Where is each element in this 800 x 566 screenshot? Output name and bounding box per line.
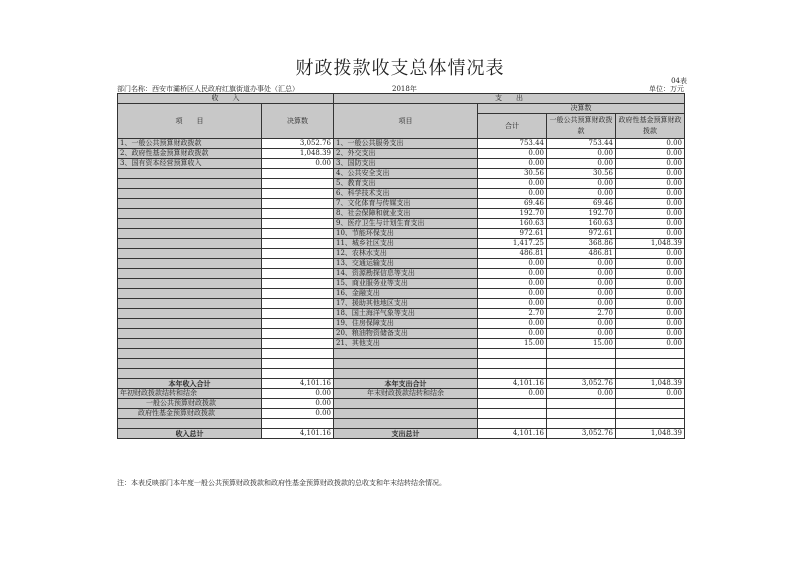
expense-item-cell: 14、资源勘探信息等支出 bbox=[334, 269, 478, 279]
final-accounts-header: 决算数 bbox=[478, 104, 685, 114]
income-item-cell bbox=[118, 189, 262, 199]
income-amount-cell bbox=[262, 179, 334, 189]
table-row bbox=[118, 329, 685, 339]
income-item-cell bbox=[118, 179, 262, 189]
carryover-row bbox=[118, 389, 685, 399]
expense-item-cell bbox=[334, 359, 478, 369]
income-item-cell bbox=[118, 259, 262, 269]
expense-item-cell bbox=[334, 349, 478, 359]
expense-item-cell: 5、教育支出 bbox=[334, 179, 478, 189]
table-row bbox=[118, 309, 685, 319]
income-amount-cell bbox=[262, 289, 334, 299]
expense-item-header: 项目 bbox=[334, 104, 478, 139]
expense-item-cell: 2、外交支出 bbox=[334, 149, 478, 159]
expense-general-cell: 2.70 bbox=[547, 309, 616, 319]
year-expense-fund: 1,048.39 bbox=[616, 379, 685, 389]
table-row bbox=[118, 179, 685, 189]
expense-total-cell: 192.70 bbox=[478, 209, 547, 219]
expense-fund-cell: 0.00 bbox=[616, 319, 685, 329]
expense-fund-cell bbox=[616, 349, 685, 359]
expense-fund-cell: 0.00 bbox=[616, 309, 685, 319]
income-item-cell bbox=[118, 319, 262, 329]
header-row-1 bbox=[118, 94, 685, 104]
table-row bbox=[118, 159, 685, 169]
empty-cell bbox=[262, 419, 334, 429]
expense-total-cell: 2.70 bbox=[478, 309, 547, 319]
expense-item-cell: 8、社会保障和就业支出 bbox=[334, 209, 478, 219]
end-carryover-fund: 0.00 bbox=[616, 389, 685, 399]
end-carryover-label: 年末财政拨款结转和结余 bbox=[334, 389, 478, 399]
income-amount-cell bbox=[262, 359, 334, 369]
empty-cell bbox=[547, 409, 616, 419]
expense-item-cell: 1、一般公共服务支出 bbox=[334, 139, 478, 149]
income-item-cell bbox=[118, 209, 262, 219]
expense-general-cell: 0.00 bbox=[547, 329, 616, 339]
total-income-value: 4,101.16 bbox=[262, 429, 334, 439]
expense-fund-cell bbox=[616, 369, 685, 379]
income-item-cell bbox=[118, 239, 262, 249]
empty-cell bbox=[547, 419, 616, 429]
income-item-cell bbox=[118, 289, 262, 299]
expense-general-cell: 0.00 bbox=[547, 279, 616, 289]
income-amount-cell bbox=[262, 259, 334, 269]
expense-fund-cell: 0.00 bbox=[616, 329, 685, 339]
total-income-label: 收入总计 bbox=[118, 429, 262, 439]
expense-general-cell: 0.00 bbox=[547, 159, 616, 169]
expense-total-cell bbox=[478, 369, 547, 379]
expense-item-cell: 7、文化体育与传媒支出 bbox=[334, 199, 478, 209]
expense-general-cell: 0.00 bbox=[547, 299, 616, 309]
table-row bbox=[118, 319, 685, 329]
year-total-row bbox=[118, 379, 685, 389]
expense-general-cell: 0.00 bbox=[547, 289, 616, 299]
income-amount-header: 决算数 bbox=[262, 104, 334, 139]
empty-cell bbox=[616, 399, 685, 409]
income-amount-cell bbox=[262, 199, 334, 209]
expense-total-cell: 0.00 bbox=[478, 289, 547, 299]
table-row bbox=[118, 259, 685, 269]
begin-fund-value: 0.00 bbox=[262, 409, 334, 419]
expense-general-cell: 486.81 bbox=[547, 249, 616, 259]
income-amount-cell bbox=[262, 189, 334, 199]
table-row bbox=[118, 149, 685, 159]
expense-general-cell: 972.61 bbox=[547, 229, 616, 239]
income-amount-cell bbox=[262, 329, 334, 339]
empty-cell bbox=[616, 409, 685, 419]
income-amount-cell bbox=[262, 309, 334, 319]
expense-general-cell bbox=[547, 349, 616, 359]
expense-total-cell bbox=[478, 359, 547, 369]
empty-cell bbox=[478, 409, 547, 419]
expense-fund-cell: 1,048.39 bbox=[616, 239, 685, 249]
expense-item-cell: 17、援助其他地区支出 bbox=[334, 299, 478, 309]
expense-fund-cell: 0.00 bbox=[616, 139, 685, 149]
expense-general-cell: 15.00 bbox=[547, 339, 616, 349]
table-row bbox=[118, 169, 685, 179]
income-item-cell bbox=[118, 299, 262, 309]
expense-general-cell: 368.86 bbox=[547, 239, 616, 249]
total-header: 合计 bbox=[478, 114, 547, 139]
year-expense-label: 本年支出合计 bbox=[334, 379, 478, 389]
income-amount-cell: 3,052.76 bbox=[262, 139, 334, 149]
expense-fund-cell: 0.00 bbox=[616, 299, 685, 309]
table-row bbox=[118, 219, 685, 229]
fund-budget-header: 政府性基金预算财政拨款 bbox=[616, 114, 685, 139]
total-expense-value: 4,101.16 bbox=[478, 429, 547, 439]
begin-carryover-label: 年初财政拨款结转和结余 bbox=[118, 389, 262, 399]
expense-fund-cell: 0.00 bbox=[616, 219, 685, 229]
empty-cell bbox=[118, 419, 262, 429]
table-row bbox=[118, 279, 685, 289]
income-amount-cell bbox=[262, 229, 334, 239]
expense-item-cell: 12、农林水支出 bbox=[334, 249, 478, 259]
income-item-cell bbox=[118, 269, 262, 279]
income-header: 收 入 bbox=[118, 94, 334, 104]
empty-cell bbox=[334, 419, 478, 429]
expense-item-cell: 3、国防支出 bbox=[334, 159, 478, 169]
carryover-fund-row bbox=[118, 409, 685, 419]
income-item-cell bbox=[118, 169, 262, 179]
income-amount-cell: 0.00 bbox=[262, 159, 334, 169]
income-item-cell bbox=[118, 199, 262, 209]
expense-total-cell: 30.56 bbox=[478, 169, 547, 179]
income-amount-cell bbox=[262, 169, 334, 179]
expense-fund-cell: 0.00 bbox=[616, 179, 685, 189]
total-expense-label: 支出总计 bbox=[334, 429, 478, 439]
expense-total-cell: 972.61 bbox=[478, 229, 547, 239]
income-item-cell bbox=[118, 329, 262, 339]
income-amount-cell bbox=[262, 369, 334, 379]
expense-fund-cell: 0.00 bbox=[616, 189, 685, 199]
report-title: 财政拨款收支总体情况表 bbox=[295, 58, 505, 79]
empty-cell bbox=[616, 419, 685, 429]
expense-fund-cell: 0.00 bbox=[616, 209, 685, 219]
expense-total-cell: 0.00 bbox=[478, 179, 547, 189]
income-amount-cell bbox=[262, 299, 334, 309]
table-row bbox=[118, 289, 685, 299]
expense-fund-cell: 0.00 bbox=[616, 249, 685, 259]
table-row bbox=[118, 339, 685, 349]
expense-item-cell: 19、住房保障支出 bbox=[334, 319, 478, 329]
table-row bbox=[118, 369, 685, 379]
empty-cell bbox=[334, 399, 478, 409]
expense-item-cell: 21、其他支出 bbox=[334, 339, 478, 349]
grand-total-row bbox=[118, 429, 685, 439]
expense-general-cell: 0.00 bbox=[547, 319, 616, 329]
expense-fund-cell: 0.00 bbox=[616, 149, 685, 159]
expense-fund-cell: 0.00 bbox=[616, 269, 685, 279]
expense-item-cell: 13、交通运输支出 bbox=[334, 259, 478, 269]
expense-total-cell: 0.00 bbox=[478, 319, 547, 329]
expense-fund-cell: 0.00 bbox=[616, 289, 685, 299]
empty-cell bbox=[334, 409, 478, 419]
expense-general-cell: 30.56 bbox=[547, 169, 616, 179]
expense-general-cell bbox=[547, 369, 616, 379]
income-item-cell bbox=[118, 219, 262, 229]
expense-item-cell: 16、金融支出 bbox=[334, 289, 478, 299]
expense-header: 支 出 bbox=[334, 94, 685, 104]
income-item-cell bbox=[118, 359, 262, 369]
expense-general-cell: 160.63 bbox=[547, 219, 616, 229]
expense-item-cell: 6、科学技术支出 bbox=[334, 189, 478, 199]
expense-total-cell: 0.00 bbox=[478, 189, 547, 199]
table-row bbox=[118, 199, 685, 209]
header-row-2 bbox=[118, 104, 685, 114]
table-number: 04表 bbox=[671, 77, 687, 85]
expense-item-cell: 11、城乡社区支出 bbox=[334, 239, 478, 249]
year-income-label: 本年收入合计 bbox=[118, 379, 262, 389]
begin-general-label: 一般公共预算财政拨款 bbox=[118, 399, 262, 409]
expense-fund-cell: 0.00 bbox=[616, 159, 685, 169]
expense-total-cell: 0.00 bbox=[478, 299, 547, 309]
carryover-general-row bbox=[118, 399, 685, 409]
expense-total-cell: 15.00 bbox=[478, 339, 547, 349]
expense-total-cell bbox=[478, 349, 547, 359]
expense-total-cell: 0.00 bbox=[478, 159, 547, 169]
income-amount-cell: 1,048.39 bbox=[262, 149, 334, 159]
unit-label: 单位：万元 bbox=[649, 85, 684, 93]
expense-general-cell bbox=[547, 359, 616, 369]
expense-total-cell: 0.00 bbox=[478, 269, 547, 279]
expense-item-cell: 4、公共安全支出 bbox=[334, 169, 478, 179]
budget-table bbox=[117, 93, 685, 439]
expense-general-cell: 0.00 bbox=[547, 149, 616, 159]
expense-item-cell bbox=[334, 369, 478, 379]
empty-cell bbox=[478, 419, 547, 429]
year-expense-total: 4,101.16 bbox=[478, 379, 547, 389]
income-item-cell bbox=[118, 249, 262, 259]
expense-total-cell: 0.00 bbox=[478, 149, 547, 159]
report-year: 2018年 bbox=[392, 85, 417, 93]
table-row bbox=[118, 239, 685, 249]
income-item-cell bbox=[118, 349, 262, 359]
expense-fund-cell: 0.00 bbox=[616, 279, 685, 289]
expense-general-cell: 0.00 bbox=[547, 189, 616, 199]
expense-total-cell: 160.63 bbox=[478, 219, 547, 229]
table-row bbox=[118, 209, 685, 219]
income-amount-cell bbox=[262, 269, 334, 279]
table-body bbox=[118, 139, 685, 379]
expense-total-cell: 0.00 bbox=[478, 279, 547, 289]
expense-general-cell: 69.46 bbox=[547, 199, 616, 209]
expense-item-cell: 18、国土海洋气象等支出 bbox=[334, 309, 478, 319]
expense-fund-cell: 0.00 bbox=[616, 169, 685, 179]
expense-total-cell: 69.46 bbox=[478, 199, 547, 209]
expense-total-cell: 753.44 bbox=[478, 139, 547, 149]
expense-general-cell: 0.00 bbox=[547, 259, 616, 269]
expense-item-cell: 20、粮油物资储备支出 bbox=[334, 329, 478, 339]
income-amount-cell bbox=[262, 219, 334, 229]
begin-carryover-value: 0.00 bbox=[262, 389, 334, 399]
table-row bbox=[118, 299, 685, 309]
end-carryover-total: 0.00 bbox=[478, 389, 547, 399]
total-fund-value: 1,048.39 bbox=[616, 429, 685, 439]
table-row bbox=[118, 229, 685, 239]
end-carryover-general: 0.00 bbox=[547, 389, 616, 399]
expense-item-cell: 15、商业服务业等支出 bbox=[334, 279, 478, 289]
income-amount-cell bbox=[262, 279, 334, 289]
footnote: 注：本表反映部门本年度一般公共预算财政拨款和政府性基金预算财政拨款的总收支和年末结转结余情况。 bbox=[117, 479, 446, 487]
begin-general-value: 0.00 bbox=[262, 399, 334, 409]
table-row bbox=[118, 139, 685, 149]
table-row bbox=[118, 189, 685, 199]
expense-total-cell: 0.00 bbox=[478, 329, 547, 339]
general-budget-header: 一般公共预算财政拨款 bbox=[547, 114, 616, 139]
table-row bbox=[118, 249, 685, 259]
expense-general-cell: 0.00 bbox=[547, 269, 616, 279]
expense-fund-cell bbox=[616, 359, 685, 369]
table-row bbox=[118, 349, 685, 359]
expense-general-cell: 753.44 bbox=[547, 139, 616, 149]
total-general-value: 3,052.76 bbox=[547, 429, 616, 439]
year-income-value: 4,101.16 bbox=[262, 379, 334, 389]
expense-fund-cell: 0.00 bbox=[616, 199, 685, 209]
expense-item-cell: 10、节能环保支出 bbox=[334, 229, 478, 239]
year-expense-general: 3,052.76 bbox=[547, 379, 616, 389]
table-row bbox=[118, 269, 685, 279]
income-item-cell: 2、政府性基金预算财政拨款 bbox=[118, 149, 262, 159]
empty-cell bbox=[478, 399, 547, 409]
income-amount-cell bbox=[262, 249, 334, 259]
empty-cell bbox=[547, 399, 616, 409]
expense-total-cell: 0.00 bbox=[478, 259, 547, 269]
income-item-cell: 3、国有资本经营预算收入 bbox=[118, 159, 262, 169]
income-amount-cell bbox=[262, 349, 334, 359]
expense-total-cell: 1,417.25 bbox=[478, 239, 547, 249]
income-amount-cell bbox=[262, 239, 334, 249]
income-item-cell bbox=[118, 279, 262, 289]
income-amount-cell bbox=[262, 319, 334, 329]
expense-item-cell: 9、医疗卫生与计划生育支出 bbox=[334, 219, 478, 229]
income-amount-cell bbox=[262, 209, 334, 219]
blank-row bbox=[118, 419, 685, 429]
income-amount-cell bbox=[262, 339, 334, 349]
begin-fund-label: 政府性基金预算财政拨款 bbox=[118, 409, 262, 419]
income-item-cell bbox=[118, 339, 262, 349]
table-row bbox=[118, 359, 685, 369]
expense-fund-cell: 0.00 bbox=[616, 259, 685, 269]
income-item-cell bbox=[118, 369, 262, 379]
income-item-cell bbox=[118, 309, 262, 319]
department-name: 部门名称：西安市灞桥区人民政府红旗街道办事处（汇总） bbox=[117, 85, 299, 93]
expense-general-cell: 0.00 bbox=[547, 179, 616, 189]
income-item-cell: 1、一般公共预算财政拨款 bbox=[118, 139, 262, 149]
expense-general-cell: 192.70 bbox=[547, 209, 616, 219]
summary-section bbox=[118, 379, 685, 439]
income-item-header: 项 目 bbox=[118, 104, 262, 139]
expense-fund-cell: 0.00 bbox=[616, 339, 685, 349]
expense-total-cell: 486.81 bbox=[478, 249, 547, 259]
income-item-cell bbox=[118, 229, 262, 239]
expense-fund-cell: 0.00 bbox=[616, 229, 685, 239]
